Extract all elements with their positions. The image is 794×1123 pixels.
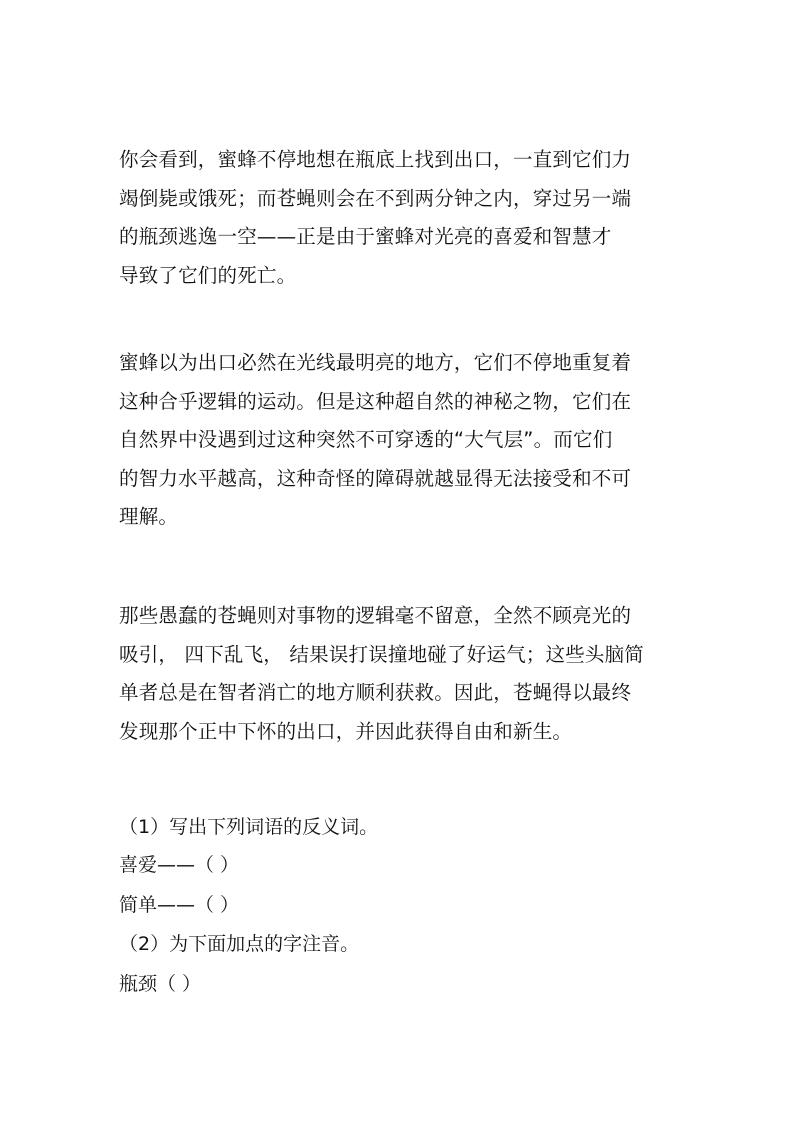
question-1-item-antonym-xiai: 喜爱——（ ） — [119, 854, 240, 876]
paragraph-line: 吸引， 四下乱飞， 结果误打误撞地碰了好运气；这些头脑简 — [119, 642, 644, 666]
paragraph-line: 的瓶颈逃逸一空——正是由于蜜蜂对光亮的喜爱和智慧才 — [119, 225, 612, 248]
paragraph-line: 单者总是在智者消亡的地方顺利获救。因此，苍蝇得以最终 — [119, 681, 632, 704]
paragraph-line: 那些愚蠢的苍蝇则对事物的逻辑毫不留意，全然不顾亮光的 — [119, 604, 632, 627]
paragraph-line: 你会看到，蜜蜂不停地想在瓶底上找到出口，一直到它们力 — [119, 148, 632, 171]
paragraph-line: 导致了它们的死亡。 — [119, 263, 297, 287]
paragraph-line: 理解。 — [119, 505, 179, 528]
paragraph-line: 这种合乎逻辑的运动。但是这种超自然的神秘之物，它们在 — [119, 389, 632, 413]
paragraph-3 — [119, 597, 679, 751]
paragraph-line: 的智力水平越高，这种奇怪的障碍就越显得无法接受和不可 — [119, 466, 632, 490]
question-2-item-pingjing: 瓶颈（ ） — [119, 973, 202, 995]
question-1-item-antonym-jiandan: 简单——（ ） — [119, 894, 240, 916]
question-2-prompt: （2）为下面加点的字注音。 — [119, 933, 360, 955]
paragraph-1 — [119, 141, 679, 295]
paragraph-line: 蜜蜂以为出口必然在光线最明亮的地方，它们不停地重复着 — [119, 351, 632, 374]
paragraph-line: 自然界中没遇到过这种突然不可穿透的“大气层”。而它们 — [119, 428, 613, 451]
paragraph-line: 发现那个正中下怀的出口，并因此获得自由和新生。 — [119, 719, 573, 743]
paragraph-2 — [119, 344, 679, 537]
paragraph-line: 竭倒毙或饿死；而苍蝇则会在不到两分钟之内，穿过另一端 — [119, 186, 632, 210]
question-1-prompt: （1）写出下列词语的反义词。 — [119, 816, 379, 838]
